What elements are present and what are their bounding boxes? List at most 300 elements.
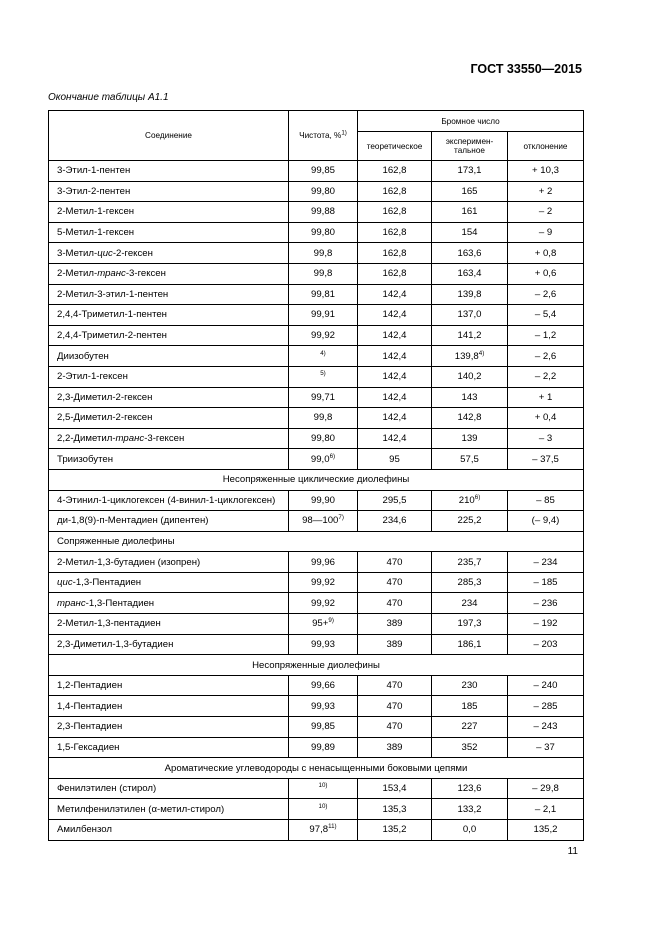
theoretical-cell-value: 142,4 <box>382 330 407 342</box>
experimental-cell <box>432 408 508 429</box>
compound-name: 2-Метил-1,3-пентадиен <box>49 614 289 635</box>
deviation-cell-value: – 37,5 <box>532 453 559 465</box>
footnote-ref: 7) <box>338 514 344 522</box>
compound-name: 2-Метил-1-гексен <box>49 202 289 223</box>
compound-name: 2,5-Диметил-2-гексен <box>49 408 289 429</box>
theoretical-cell-value: 470 <box>386 577 403 589</box>
deviation-cell-value: – 29,8 <box>532 783 559 795</box>
purity-cell-value: 99,8 <box>313 247 333 259</box>
header-deviation: отклонение <box>508 132 584 161</box>
experimental-cell-value: 163,6 <box>457 247 482 259</box>
purity-cell <box>289 202 358 223</box>
theoretical-cell-value: 295,5 <box>382 494 407 506</box>
deviation-cell-value: + 2 <box>538 185 553 197</box>
experimental-cell-value: 197,3 <box>457 618 482 630</box>
section-label: Несопряженные диолефины <box>49 655 584 676</box>
deviation-cell-value: – 236 <box>533 597 558 609</box>
purity-cell-value: 99,8 <box>313 268 333 280</box>
section-row <box>49 758 584 779</box>
compound-name: Амилбензол <box>49 820 289 841</box>
compound-name-part: 2,2-Диметил- <box>57 433 116 445</box>
purity-cell <box>289 490 358 511</box>
compound-name-part: -1,3-Пентадиен <box>72 577 142 589</box>
experimental-cell <box>432 161 508 182</box>
table-row <box>49 408 584 429</box>
experimental-cell-value: 235,7 <box>457 556 482 568</box>
purity-cell-value: 99,92 <box>310 330 335 342</box>
section-row <box>49 655 584 676</box>
experimental-cell <box>432 387 508 408</box>
footnote-ref: 6) <box>329 452 336 460</box>
purity-cell <box>289 408 358 429</box>
purity-cell-value: 97,8 <box>309 824 329 836</box>
experimental-cell-value: 227 <box>461 721 478 733</box>
purity-cell <box>289 161 358 182</box>
theoretical-cell <box>358 593 432 614</box>
compound-name: 2,3-Пентадиен <box>49 717 289 738</box>
compound-name: Диизобутен <box>49 346 289 367</box>
deviation-cell <box>508 161 584 182</box>
deviation-cell <box>508 346 584 367</box>
compound-name: 3-Этил-1-пентен <box>49 161 289 182</box>
deviation-cell <box>508 778 584 799</box>
table-row <box>49 346 584 367</box>
theoretical-cell-value: 142,4 <box>382 288 407 300</box>
purity-cell-value: 99,89 <box>310 741 335 753</box>
experimental-cell-value: 161 <box>461 206 478 218</box>
table-row <box>49 284 584 305</box>
table-row <box>49 737 584 758</box>
experimental-cell-value: 123,6 <box>457 783 482 795</box>
footnote-ref: 10) <box>318 781 328 789</box>
table-row <box>49 222 584 243</box>
compound-name: 1,5-Гексадиен <box>49 737 289 758</box>
deviation-cell-value: – 240 <box>533 680 558 692</box>
table-body <box>49 161 584 841</box>
purity-cell-value: 99,80 <box>310 227 335 239</box>
section-row <box>49 469 584 490</box>
deviation-cell <box>508 820 584 841</box>
experimental-cell <box>432 428 508 449</box>
compound-name: 2,3-Диметил-1,3-бутадиен <box>49 634 289 655</box>
compound-name: 1,2-Пентадиен <box>49 675 289 696</box>
experimental-cell <box>432 593 508 614</box>
deviation-cell-value: – 2,6 <box>534 350 557 362</box>
bromine-number-table <box>48 110 584 841</box>
purity-cell <box>289 675 358 696</box>
theoretical-cell-value: 470 <box>386 680 403 692</box>
section-row <box>49 531 584 552</box>
purity-cell <box>289 593 358 614</box>
purity-cell <box>289 305 358 326</box>
theoretical-cell <box>358 614 432 635</box>
compound-name <box>49 243 289 264</box>
footnote-ref: 5) <box>320 370 326 378</box>
deviation-cell <box>508 696 584 717</box>
deviation-cell <box>508 202 584 223</box>
experimental-cell <box>432 181 508 202</box>
purity-cell <box>289 346 358 367</box>
purity-cell <box>289 366 358 387</box>
table-row <box>49 593 584 614</box>
table-row <box>49 552 584 573</box>
table-row <box>49 614 584 635</box>
theoretical-cell-value: 153,4 <box>382 783 407 795</box>
theoretical-cell-value: 142,4 <box>382 391 407 403</box>
theoretical-cell <box>358 161 432 182</box>
deviation-cell <box>508 634 584 655</box>
deviation-cell <box>508 222 584 243</box>
table-caption: Окончание таблицы А1.1 <box>48 92 169 103</box>
theoretical-cell <box>358 428 432 449</box>
table-row <box>49 161 584 182</box>
table-row <box>49 572 584 593</box>
compound-name: Триизобутен <box>49 449 289 470</box>
deviation-cell <box>508 408 584 429</box>
theoretical-cell <box>358 490 432 511</box>
theoretical-cell <box>358 325 432 346</box>
experimental-cell-value: 352 <box>461 741 478 753</box>
compound-name-part: 2-Метил- <box>57 268 98 280</box>
deviation-cell <box>508 490 584 511</box>
experimental-cell-value: 142,8 <box>457 412 482 424</box>
theoretical-cell <box>358 263 432 284</box>
compound-name <box>49 263 289 284</box>
purity-cell <box>289 263 358 284</box>
deviation-cell <box>508 263 584 284</box>
purity-cell-value: 99,8 <box>313 412 333 424</box>
table-row <box>49 387 584 408</box>
table-row <box>49 634 584 655</box>
purity-cell-value: 99,85 <box>310 165 335 177</box>
header-purity: Чистота, %$^{1)}$ <box>289 111 358 161</box>
purity-cell-value: 99,80 <box>310 185 335 197</box>
purity-cell <box>289 449 358 470</box>
experimental-cell <box>432 737 508 758</box>
purity-cell <box>289 387 358 408</box>
compound-name <box>49 593 289 614</box>
deviation-cell <box>508 593 584 614</box>
purity-cell-value: 99,90 <box>310 494 335 506</box>
table-row <box>49 820 584 841</box>
experimental-cell <box>432 820 508 841</box>
deviation-cell <box>508 552 584 573</box>
theoretical-cell-value: 142,4 <box>382 412 407 424</box>
purity-cell-value: 98—100 <box>302 515 339 527</box>
experimental-cell <box>432 799 508 820</box>
purity-cell <box>289 737 358 758</box>
deviation-cell-value: – 9 <box>538 227 553 239</box>
experimental-cell <box>432 717 508 738</box>
theoretical-cell-value: 470 <box>386 597 403 609</box>
compound-name <box>49 572 289 593</box>
experimental-cell <box>432 614 508 635</box>
experimental-cell <box>432 696 508 717</box>
experimental-cell <box>432 634 508 655</box>
deviation-cell-value: (– 9,4) <box>531 515 560 527</box>
compound-name: ди-1,8(9)-п-Ментадиен (дипентен) <box>49 511 289 532</box>
theoretical-cell <box>358 675 432 696</box>
header-bromine-number: Бромное число <box>358 111 584 132</box>
deviation-cell <box>508 325 584 346</box>
purity-cell <box>289 717 358 738</box>
experimental-cell-value: 285,3 <box>457 577 482 589</box>
deviation-cell <box>508 737 584 758</box>
experimental-cell <box>432 263 508 284</box>
deviation-cell <box>508 305 584 326</box>
theoretical-cell-value: 142,4 <box>382 371 407 383</box>
section-label: Ароматические углеводороды с ненасыщенными боковыми цепями <box>49 758 584 779</box>
deviation-cell <box>508 572 584 593</box>
experimental-cell-value: 173,1 <box>457 165 482 177</box>
experimental-cell <box>432 778 508 799</box>
experimental-cell <box>432 675 508 696</box>
compound-name: 2-Этил-1-гексен <box>49 366 289 387</box>
deviation-cell <box>508 387 584 408</box>
deviation-cell-value: – 37 <box>536 741 555 753</box>
theoretical-cell-value: 142,4 <box>382 350 407 362</box>
purity-cell <box>289 325 358 346</box>
theoretical-cell <box>358 634 432 655</box>
theoretical-cell <box>358 778 432 799</box>
deviation-cell-value: – 1,2 <box>534 330 557 342</box>
theoretical-cell <box>358 820 432 841</box>
experimental-cell <box>432 552 508 573</box>
experimental-cell-value: 133,2 <box>457 803 482 815</box>
experimental-cell <box>432 366 508 387</box>
purity-cell-value: 99,88 <box>310 206 335 218</box>
deviation-cell-value: + 10,3 <box>532 165 559 177</box>
footnote-ref: 6) <box>474 493 481 501</box>
theoretical-cell-value: 162,8 <box>382 227 407 239</box>
purity-cell <box>289 634 358 655</box>
experimental-cell <box>432 449 508 470</box>
purity-cell-value: 99,80 <box>310 433 335 445</box>
purity-cell <box>289 614 358 635</box>
theoretical-cell-value: 142,4 <box>382 433 407 445</box>
compound-name: Метилфенилэтилен (α-метил-стирол) <box>49 799 289 820</box>
theoretical-cell-value: 162,8 <box>382 165 407 177</box>
deviation-cell-value: – 5,4 <box>534 309 557 321</box>
header-theoretical: теоретическое <box>358 132 432 161</box>
theoretical-cell <box>358 222 432 243</box>
deviation-cell <box>508 511 584 532</box>
experimental-cell-value: 140,2 <box>457 371 482 383</box>
purity-cell-value: 99,85 <box>310 721 335 733</box>
experimental-cell-value: 137,0 <box>457 309 482 321</box>
compound-name: 4-Этинил-1-циклогексен (4-винил-1-циклогексен) <box>49 490 289 511</box>
theoretical-cell-value: 135,3 <box>382 803 407 815</box>
experimental-cell-value: 163,4 <box>457 268 482 280</box>
deviation-cell-value: – 2,2 <box>534 371 557 383</box>
purity-cell-value: 95+ <box>312 618 329 630</box>
purity-cell <box>289 243 358 264</box>
experimental-cell-value: 139,8 <box>457 288 482 300</box>
table-row <box>49 428 584 449</box>
deviation-cell <box>508 181 584 202</box>
theoretical-cell-value: 470 <box>386 721 403 733</box>
table-row <box>49 449 584 470</box>
theoretical-cell <box>358 511 432 532</box>
theoretical-cell <box>358 305 432 326</box>
experimental-cell-value: 139,8 <box>454 350 479 362</box>
compound-name: 5-Метил-1-гексен <box>49 222 289 243</box>
purity-cell <box>289 778 358 799</box>
deviation-cell-value: – 2,1 <box>534 803 557 815</box>
deviation-cell <box>508 799 584 820</box>
deviation-cell <box>508 366 584 387</box>
table-row <box>49 799 584 820</box>
theoretical-cell <box>358 366 432 387</box>
experimental-cell-value: 186,1 <box>457 638 482 650</box>
header-experimental: эксперимен-тальное <box>432 132 508 161</box>
experimental-cell <box>432 284 508 305</box>
purity-cell <box>289 552 358 573</box>
deviation-cell-value: – 192 <box>533 618 558 630</box>
table-row <box>49 243 584 264</box>
theoretical-cell-value: 389 <box>386 741 403 753</box>
theoretical-cell <box>358 799 432 820</box>
theoretical-cell-value: 470 <box>386 556 403 568</box>
deviation-cell-value: + 1 <box>538 391 553 403</box>
theoretical-cell-value: 162,8 <box>382 185 407 197</box>
header-purity-note: 1) <box>341 129 347 137</box>
experimental-cell <box>432 202 508 223</box>
deviation-cell-value: – 2,6 <box>534 288 557 300</box>
theoretical-cell <box>358 181 432 202</box>
purity-cell <box>289 428 358 449</box>
purity-cell <box>289 696 358 717</box>
compound-name-part: -1,3-Пентадиен <box>85 597 155 609</box>
section-label: Несопряженные циклические диолефины <box>49 469 584 490</box>
theoretical-cell-value: 95 <box>389 453 400 465</box>
experimental-cell <box>432 243 508 264</box>
experimental-cell <box>432 305 508 326</box>
purity-cell <box>289 820 358 841</box>
experimental-cell-value: 154 <box>461 227 478 239</box>
compound-name: 3-Этил-2-пентен <box>49 181 289 202</box>
deviation-cell-value: – 243 <box>533 721 558 733</box>
purity-cell-value: 99,93 <box>310 700 335 712</box>
experimental-cell-value: 230 <box>461 680 478 692</box>
theoretical-cell-value: 162,8 <box>382 206 407 218</box>
experimental-cell <box>432 325 508 346</box>
experimental-cell <box>432 572 508 593</box>
theoretical-cell-value: 470 <box>386 700 403 712</box>
deviation-cell-value: + 0,4 <box>534 412 557 424</box>
footnote-ref: 4) <box>320 349 326 357</box>
theoretical-cell <box>358 387 432 408</box>
deviation-cell <box>508 428 584 449</box>
experimental-cell-value: 57,5 <box>460 453 479 465</box>
isomer-prefix: цис <box>97 247 113 259</box>
compound-name-part: 3-Метил- <box>57 247 98 259</box>
purity-cell <box>289 572 358 593</box>
deviation-cell <box>508 243 584 264</box>
compound-name-part: -3-гексен <box>125 268 166 280</box>
theoretical-cell <box>358 717 432 738</box>
compound-name: 2,3-Диметил-2-гексен <box>49 387 289 408</box>
experimental-cell-value: 143 <box>461 391 478 403</box>
experimental-cell-value: 141,2 <box>457 330 482 342</box>
table-row <box>49 511 584 532</box>
experimental-cell-value: 234 <box>461 597 478 609</box>
table-row <box>49 181 584 202</box>
purity-cell <box>289 222 358 243</box>
theoretical-cell <box>358 449 432 470</box>
table-row <box>49 675 584 696</box>
deviation-cell-value: – 285 <box>533 700 558 712</box>
compound-name-part: -2-гексен <box>112 247 153 259</box>
purity-cell-value: 99,71 <box>310 391 335 403</box>
experimental-cell <box>432 222 508 243</box>
theoretical-cell <box>358 202 432 223</box>
theoretical-cell <box>358 552 432 573</box>
compound-name: 2-Метил-1,3-бутадиен (изопрен) <box>49 552 289 573</box>
purity-cell-value: 99,91 <box>310 309 335 321</box>
purity-cell-value: 99,0 <box>310 453 330 465</box>
deviation-cell <box>508 614 584 635</box>
purity-cell-value: 99,96 <box>310 556 335 568</box>
table-row <box>49 263 584 284</box>
compound-name: 2,4,4-Триметил-2-пентен <box>49 325 289 346</box>
section-label: Сопряженные диолефины <box>49 531 584 552</box>
experimental-cell-value: 185 <box>461 700 478 712</box>
purity-cell <box>289 511 358 532</box>
deviation-cell <box>508 449 584 470</box>
experimental-cell-value: 139 <box>461 433 478 445</box>
compound-name: 1,4-Пентадиен <box>49 696 289 717</box>
compound-name-part: -3-гексен <box>144 433 185 445</box>
theoretical-cell-value: 162,8 <box>382 268 407 280</box>
purity-cell <box>289 284 358 305</box>
table-row <box>49 717 584 738</box>
experimental-cell <box>432 346 508 367</box>
deviation-cell <box>508 717 584 738</box>
theoretical-cell <box>358 243 432 264</box>
deviation-cell-value: – 185 <box>533 577 558 589</box>
purity-cell-value: 99,92 <box>310 597 335 609</box>
deviation-cell-value: + 0,8 <box>534 247 557 259</box>
page-number: 11 <box>567 846 578 857</box>
deviation-cell-value: – 234 <box>533 556 558 568</box>
experimental-cell <box>432 511 508 532</box>
purity-cell-value: 99,81 <box>310 288 335 300</box>
isomer-prefix: транс <box>115 433 145 445</box>
compound-name: Фенилэтилен (стирол) <box>49 778 289 799</box>
experimental-cell-value: 0,0 <box>462 824 477 836</box>
purity-cell-value: 99,66 <box>310 680 335 692</box>
isomer-prefix: транс <box>97 268 126 280</box>
theoretical-cell <box>358 572 432 593</box>
table-row <box>49 778 584 799</box>
deviation-cell-value: – 3 <box>538 433 553 445</box>
theoretical-cell <box>358 284 432 305</box>
table-row <box>49 305 584 326</box>
table-row <box>49 325 584 346</box>
compound-name: 2,4,4-Триметил-1-пентен <box>49 305 289 326</box>
theoretical-cell-value: 162,8 <box>382 247 407 259</box>
deviation-cell <box>508 675 584 696</box>
theoretical-cell-value: 389 <box>386 618 403 630</box>
deviation-cell <box>508 284 584 305</box>
table-row <box>49 202 584 223</box>
experimental-cell-value: 165 <box>461 185 478 197</box>
table-row <box>49 696 584 717</box>
theoretical-cell-value: 234,6 <box>382 515 407 527</box>
theoretical-cell <box>358 408 432 429</box>
purity-cell <box>289 181 358 202</box>
